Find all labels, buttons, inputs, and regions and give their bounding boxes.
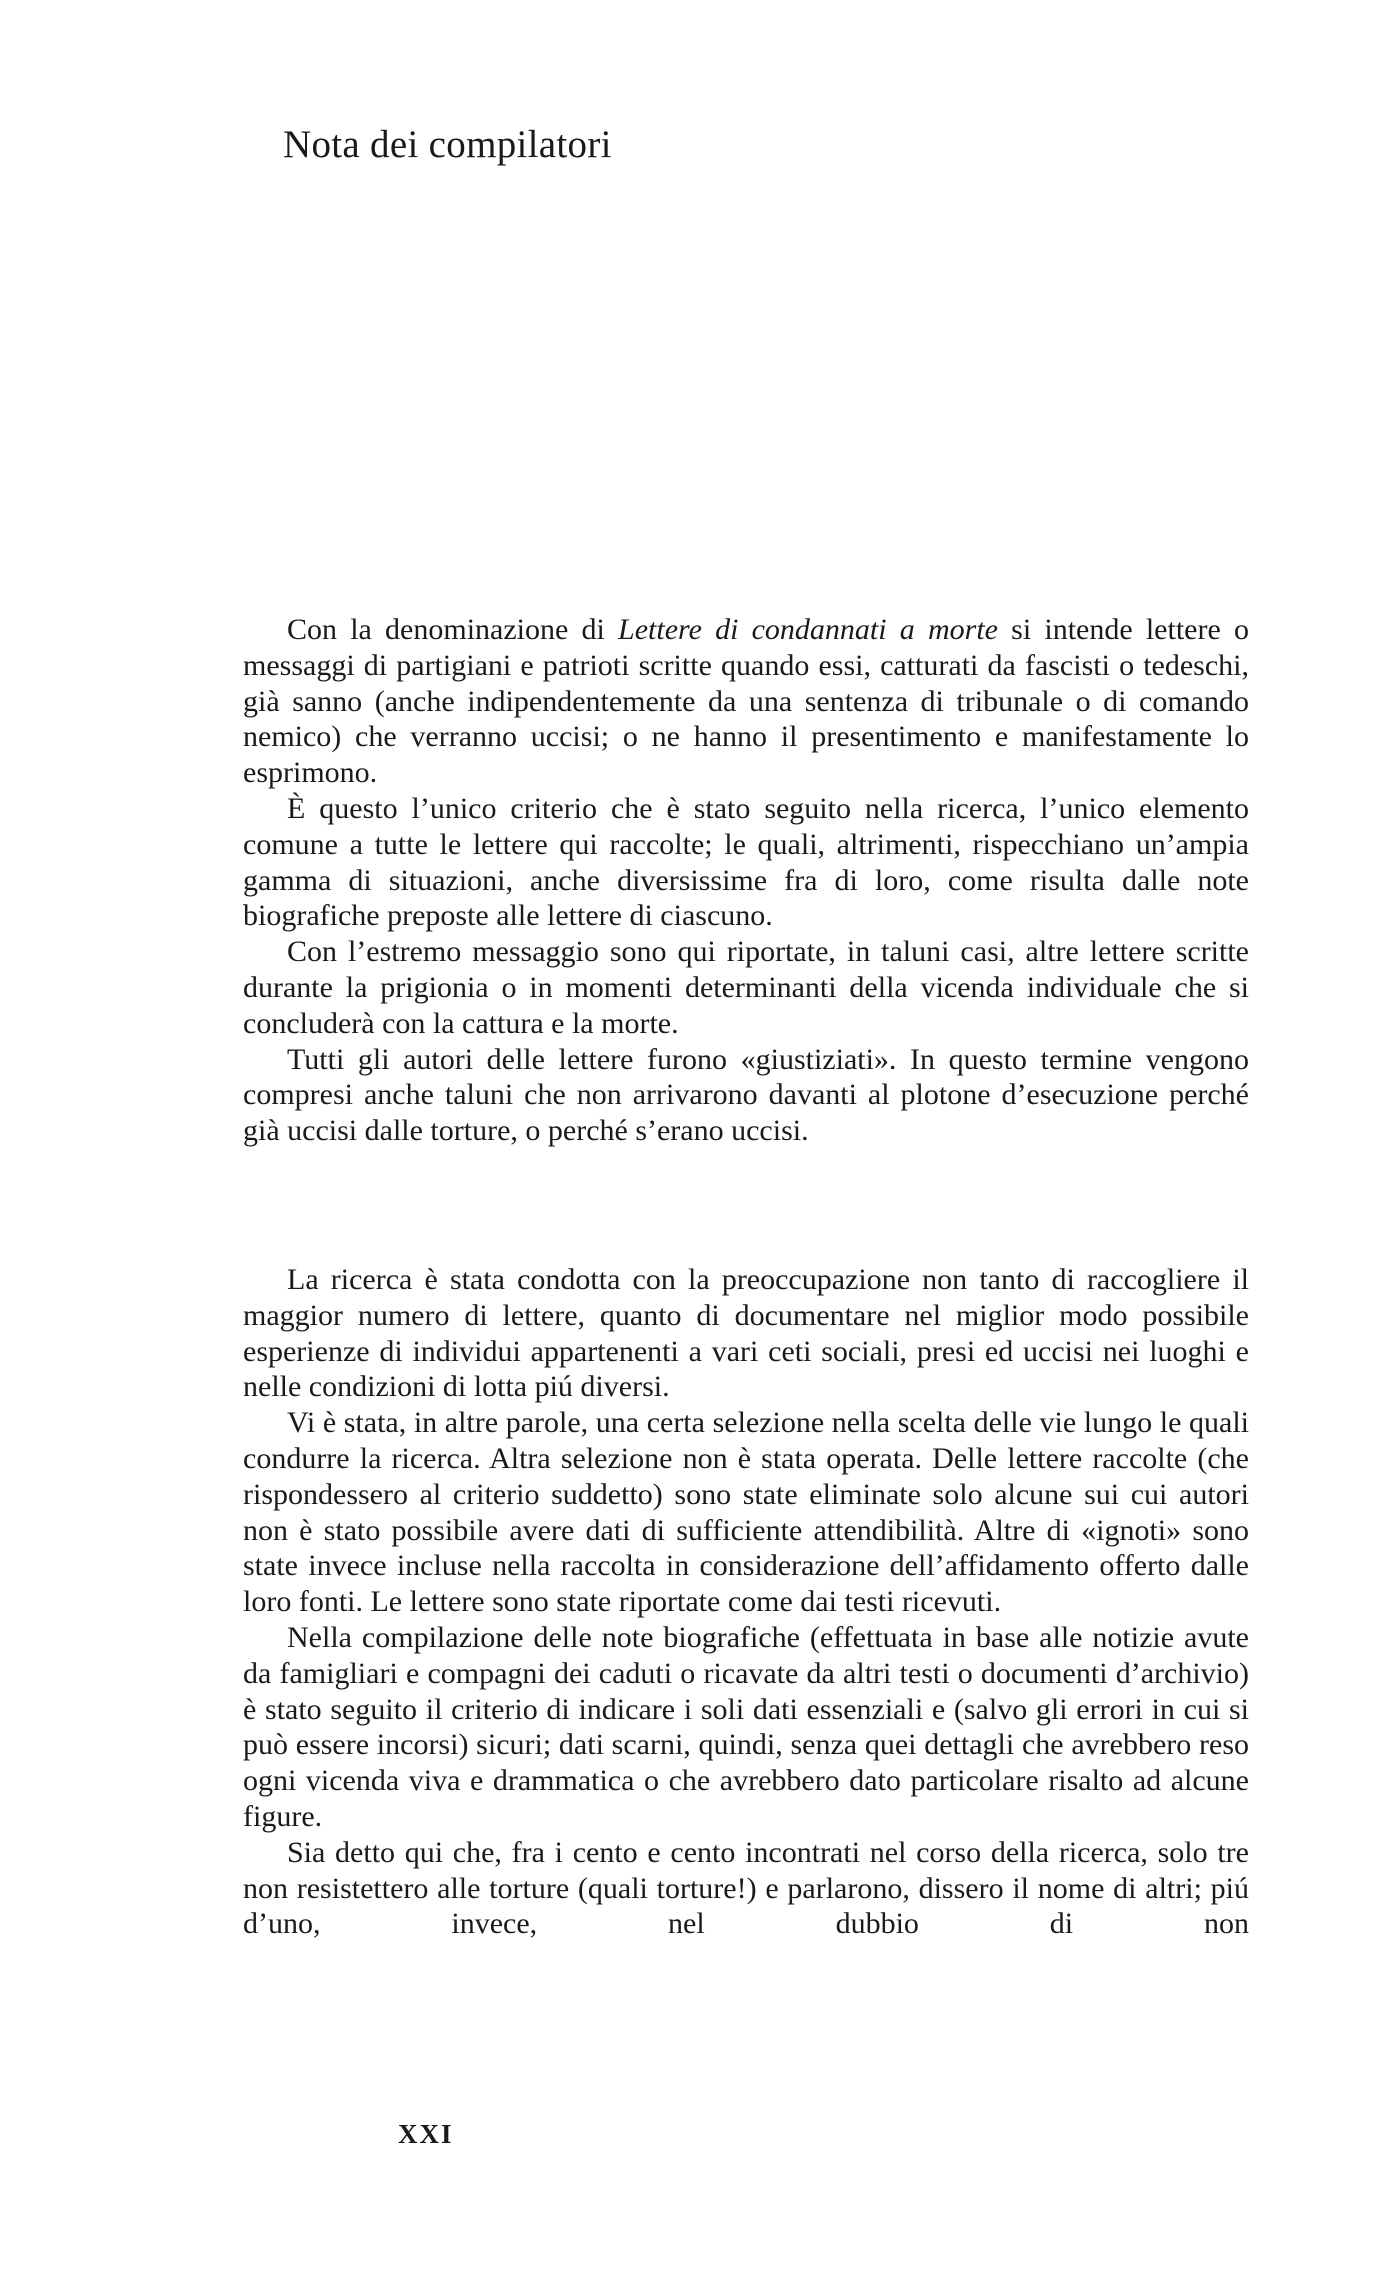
paragraph-3: Con l’estremo messaggio sono qui riportate, in taluni casi, altre lettere scritte durante la prigionia o in momenti determinanti della vicenda individuale che si concluderà con la cattura e la morte. [243, 935, 1249, 1040]
text-section-1 [243, 612, 1249, 1149]
paragraph-7: Nella compilazione delle note biografiche (effettuata in base alle notizie avute da famigliari e compagni dei caduti o ricavate da altri testi o documenti d’archivio) è stato seguito il criterio di indicare i soli dati essenziali e (salvo gli errori in cui si può essere incorsi) sicuri; dati scarni, quindi, senza quei dettagli che avrebbero reso ogni vicenda viva e drammatica o che avrebbero dato particolare risalto ad alcune figure. [243, 1620, 1249, 1833]
paragraph-1-rest: si intende lettere o messaggi di partigiani e patrioti scritte quando essi, catturati da fascisti o tedeschi, già sanno (anche indipendentemente da una sentenza di tribunale o di comando nemico) che verranno uccisi; o ne hanno il presentimento e manifestamente lo esprimono. [243, 613, 1249, 790]
paragraph-8: Sia detto qui che, fra i cento e cento incontrati nel corso della ricerca, solo tre non resistettero alle torture (quali torture!) e parlarono, dissero il nome di altri; piú d’uno, invece, nel dubbio di non [243, 1835, 1249, 1941]
page-title: Nota dei compilatori [283, 123, 612, 166]
paragraph-1-lead: Con la denominazione di [287, 613, 619, 646]
paragraph-1 [243, 612, 1249, 791]
paragraph-5: La ricerca è stata condotta con la preoccupazione non tanto di raccogliere il maggior numero di lettere, quanto di documentare nel miglior modo possibile esperienze di individui appartenenti a vari ceti sociali, presi ed uccisi nei luoghi e nelle condizioni di lotta piú diversi. [243, 1263, 1249, 1404]
text-section-2 [243, 1262, 1249, 1942]
page-number: XXI [398, 2119, 454, 2149]
paragraph-6: Vi è stata, in altre parole, una certa selezione nella scelta delle vie lungo le quali condurre la ricerca. Altra selezione non è stata operata. Delle lettere raccolte (che rispondessero al criterio suddetto) sono state eliminate solo alcune sui cui autori non è stato possibile avere dati di sufficiente attendibilità. Altre di «ignoti» sono state invece incluse nella raccolta in considerazione dell’affidamento offerto dalle loro fonti. Le lettere sono state riportate come dai testi ricevuti. [243, 1406, 1249, 1619]
book-title-italic: Lettere di condannati a morte [618, 613, 998, 646]
paragraph-2: È questo l’unico criterio che è stato seguito nella ricerca, l’unico elemento comune a tutte le lettere qui raccolte; le quali, altrimenti, rispecchiano un’ampia gamma di situazioni, anche diversissime fra di loro, come risulta dalle note biografiche preposte alle lettere di ciascuno. [243, 791, 1249, 933]
paragraph-4: Tutti gli autori delle lettere furono «giustiziati». In questo termine vengono compresi anche taluni che non arrivarono davanti al plotone d’esecuzione perché già uccisi dalle torture, o perché s’erano uccisi. [243, 1042, 1249, 1148]
